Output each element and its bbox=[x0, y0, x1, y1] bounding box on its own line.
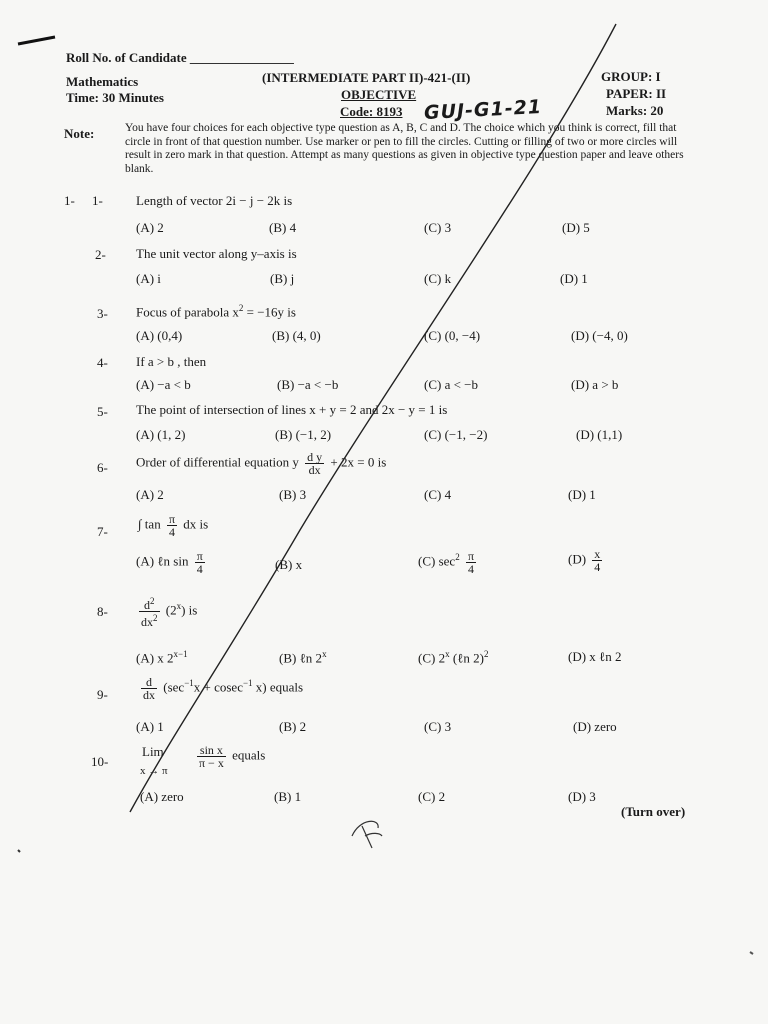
question-number: 1- bbox=[92, 193, 103, 208]
option-a[interactable]: (A) i bbox=[136, 271, 161, 286]
option-d[interactable]: (D) 1 bbox=[560, 271, 588, 286]
question-number: 9- bbox=[97, 687, 108, 702]
option-c[interactable]: (C) $\sec^2$ $\frac{\pi}{4}$ bbox=[418, 549, 474, 576]
question-stem: $\frac{d^2}{dx^2}$ (2$^x$) is bbox=[141, 596, 198, 629]
option-d[interactable]: (D) $\frac{x}{4}$ bbox=[568, 547, 601, 574]
option-b[interactable]: (B) j bbox=[270, 271, 295, 286]
question-stem: If a > b , then bbox=[136, 354, 207, 369]
question-stem: Length of vector 2i − j − 2k is bbox=[136, 193, 293, 208]
option-b[interactable]: (B) 1 bbox=[274, 789, 302, 804]
option-c[interactable]: (C) 2$^x$ (ℓn 2)$^2$ bbox=[418, 649, 489, 666]
second-derivative-fraction: $\frac{d^2}{dx^2}$ bbox=[141, 596, 158, 629]
option-c[interactable]: (C) 3 bbox=[424, 719, 452, 734]
section-number: 1- bbox=[64, 193, 75, 208]
option-c[interactable]: (C) (−1, −2) bbox=[424, 427, 488, 442]
derivative-fraction: $\frac{d}{dx}$ bbox=[143, 675, 155, 702]
question-stem: Focus of parabola $x^2 = -16y$ is bbox=[136, 303, 296, 320]
option-c[interactable]: (C) (0, −4) bbox=[424, 328, 481, 343]
speck-mark bbox=[750, 952, 753, 954]
paper-label: PAPER: II bbox=[606, 86, 667, 101]
option-a[interactable]: (A) (0,4) bbox=[136, 328, 183, 343]
option-c[interactable]: (C) 3 bbox=[424, 220, 452, 235]
limit-subscript: x → π bbox=[140, 765, 168, 777]
group-label: GROUP: I bbox=[601, 69, 661, 84]
exam-title: (INTERMEDIATE PART II)-421-(II) bbox=[262, 70, 471, 85]
option-d[interactable]: (D) (1,1) bbox=[576, 427, 623, 442]
option-a[interactable]: (A) 1 bbox=[136, 719, 164, 734]
roll-number-label: Roll No. of Candidate ________________ bbox=[66, 50, 294, 65]
handwritten-initial bbox=[352, 821, 382, 848]
option-b[interactable]: (B) (4, 0) bbox=[272, 328, 321, 343]
question-number: 7- bbox=[97, 524, 108, 539]
question-number: 6- bbox=[97, 460, 108, 475]
note-text: You have four choices for each objective type question as A, B, C and D. The choice which you think is correct, fill that circle in front of that question number. Use marker or pen to fill the circles. Cutting or filling of two or more circles will result in zero mark in that question. Attempt as many questions as given in objective type question paper and leave others blank. bbox=[125, 122, 684, 175]
option-d[interactable]: (D) x ℓn 2 bbox=[568, 649, 622, 664]
option-c[interactable]: (C) k bbox=[424, 271, 452, 286]
limit-label: Lim bbox=[142, 744, 164, 759]
question-number: 2- bbox=[95, 247, 106, 262]
exam-type: OBJECTIVE bbox=[341, 87, 417, 102]
time-label: Time: 30 Minutes bbox=[66, 90, 164, 105]
pi-over-4-fraction: $\frac{\pi}{4}$ bbox=[168, 512, 176, 539]
option-d[interactable]: (D) (−4, 0) bbox=[571, 328, 628, 343]
question-number: 3- bbox=[97, 306, 108, 321]
x-over-4-fraction: $\frac{x}{4}$ bbox=[594, 547, 601, 574]
note-label: Note: bbox=[64, 126, 95, 141]
option-b[interactable]: (B) −a < −b bbox=[277, 377, 339, 392]
option-b[interactable]: (B) 3 bbox=[279, 487, 307, 502]
option-c[interactable]: (C) a < −b bbox=[424, 377, 479, 392]
question-stem: $\frac{d}{dx}$ ($\sec^{-1}x + cosec^{-1}$ x) equals bbox=[143, 675, 304, 702]
pen-dash-mark bbox=[18, 37, 55, 44]
question-stem: Order of differential equation y $\frac{\text{d y}}{dx}$ + 2x = 0 is bbox=[136, 450, 387, 477]
pi-over-4-fraction: $\frac{\pi}{4}$ bbox=[196, 549, 203, 576]
pi-over-4-fraction: $\frac{\pi}{4}$ bbox=[467, 549, 474, 576]
subject-label: Mathematics bbox=[66, 74, 139, 89]
option-a[interactable]: (A) zero bbox=[140, 789, 184, 804]
question-stem: $\frac{\text{sin x}}{\pi - x}$ equals bbox=[199, 743, 266, 770]
question-number: 10- bbox=[91, 754, 109, 769]
derivative-fraction: $\frac{\text{d y}}{dx}$ bbox=[307, 450, 323, 477]
question-stem: ∫ tan $\frac{\pi}{4}$ dx is bbox=[138, 512, 209, 539]
option-b[interactable]: (B) 2 bbox=[279, 719, 307, 734]
option-a[interactable]: (A) −a < b bbox=[136, 377, 191, 392]
option-b[interactable]: (B) (−1, 2) bbox=[275, 427, 332, 442]
option-a[interactable]: (A) x $2^{x-1}$ bbox=[136, 649, 188, 666]
paper-code: Code: 8193 bbox=[340, 104, 403, 119]
question-stem: The unit vector along y–axis is bbox=[136, 246, 297, 261]
question-number: 8- bbox=[97, 604, 108, 619]
question-stem: The point of intersection of lines x + y = 2 and 2x − y = 1 is bbox=[136, 402, 448, 417]
option-d[interactable]: (D) zero bbox=[573, 719, 617, 734]
marks-label: Marks: 20 bbox=[606, 103, 664, 118]
option-b[interactable]: (B) ℓn 2$^x$ bbox=[279, 649, 327, 666]
option-d[interactable]: (D) a > b bbox=[571, 377, 619, 392]
option-a[interactable]: (A) ℓn sin $\frac{\pi}{4}$ bbox=[136, 549, 203, 576]
option-d[interactable]: (D) 1 bbox=[568, 487, 596, 502]
question-number: 5- bbox=[97, 404, 108, 419]
speck-mark bbox=[18, 850, 20, 852]
option-b[interactable]: (B) x bbox=[275, 557, 303, 572]
sinx-fraction: $\frac{\text{sin x}}{\pi - x}$ bbox=[199, 743, 224, 770]
option-c[interactable]: (C) 2 bbox=[418, 789, 446, 804]
handwritten-code: GUJ-G1-21 bbox=[423, 95, 543, 125]
option-a[interactable]: (A) 2 bbox=[136, 220, 164, 235]
option-d[interactable]: (D) 5 bbox=[562, 220, 590, 235]
option-d[interactable]: (D) 3 bbox=[568, 789, 596, 804]
option-c[interactable]: (C) 4 bbox=[424, 487, 452, 502]
question-number: 4- bbox=[97, 355, 108, 370]
option-a[interactable]: (A) 2 bbox=[136, 487, 164, 502]
option-b[interactable]: (B) 4 bbox=[269, 220, 297, 235]
turn-over-label: (Turn over) bbox=[621, 804, 686, 819]
option-a[interactable]: (A) (1, 2) bbox=[136, 427, 186, 442]
